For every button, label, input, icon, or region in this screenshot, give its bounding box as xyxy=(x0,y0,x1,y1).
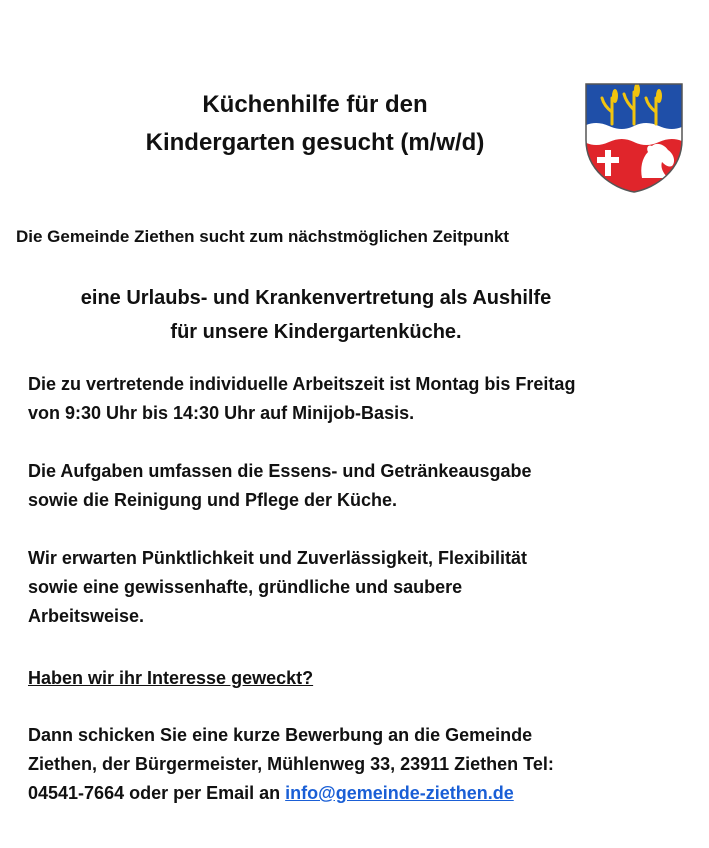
requirements-paragraph xyxy=(28,544,527,631)
title-line-1: Küchenhilfe für den xyxy=(202,91,428,118)
contact-line-2: Ziethen, der Bürgermeister, Mühlenweg 33, 23911 Ziethen Tel: xyxy=(28,754,554,774)
tasks-line-2: sowie die Reinigung und Pflege der Küche. xyxy=(28,490,398,510)
position-headline xyxy=(16,281,616,349)
requirements-line-1: Wir erwarten Pünktlichkeit und Zuverlässigkeit, Flexibilität xyxy=(28,548,527,568)
intro-text: Die Gemeinde Ziethen sucht zum nächstmöglichen Zeitpunkt xyxy=(16,227,510,246)
title-line-2: Kindergarten gesucht (m/w/d) xyxy=(145,129,485,156)
contact-line-1: Dann schicken Sie eine kurze Bewerbung an die Gemeinde xyxy=(28,725,533,745)
headline-line-1: eine Urlaubs- und Krankenvertretung als Aushilfe xyxy=(80,287,552,309)
tasks-paragraph xyxy=(28,457,531,515)
requirements-line-3: Arbeitsweise. xyxy=(28,606,145,626)
coat-of-arms-icon xyxy=(584,82,684,194)
headline-line-2: für unsere Kindergartenküche. xyxy=(170,321,462,343)
tasks-line-1: Die Aufgaben umfassen die Essens- und Getränkeausgabe xyxy=(28,461,532,481)
working-hours-paragraph xyxy=(28,370,575,428)
working-hours-line-1: Die zu vertretende individuelle Arbeitszeit ist Montag bis Freitag xyxy=(28,374,576,394)
email-link[interactable]: info@gemeinde-ziethen.de xyxy=(285,783,514,803)
requirements-line-2: sowie eine gewissenhafte, gründliche und saubere xyxy=(28,577,463,597)
interest-question: Haben wir ihr Interesse geweckt? xyxy=(28,668,314,688)
working-hours-line-2: von 9:30 Uhr bis 14:30 Uhr auf Minijob-Basis. xyxy=(28,403,415,423)
contact-line-3-prefix: 04541-7664 oder per Email an xyxy=(28,783,286,803)
contact-paragraph xyxy=(28,721,554,808)
contact-line-3 xyxy=(28,779,554,808)
page-title xyxy=(60,86,570,162)
